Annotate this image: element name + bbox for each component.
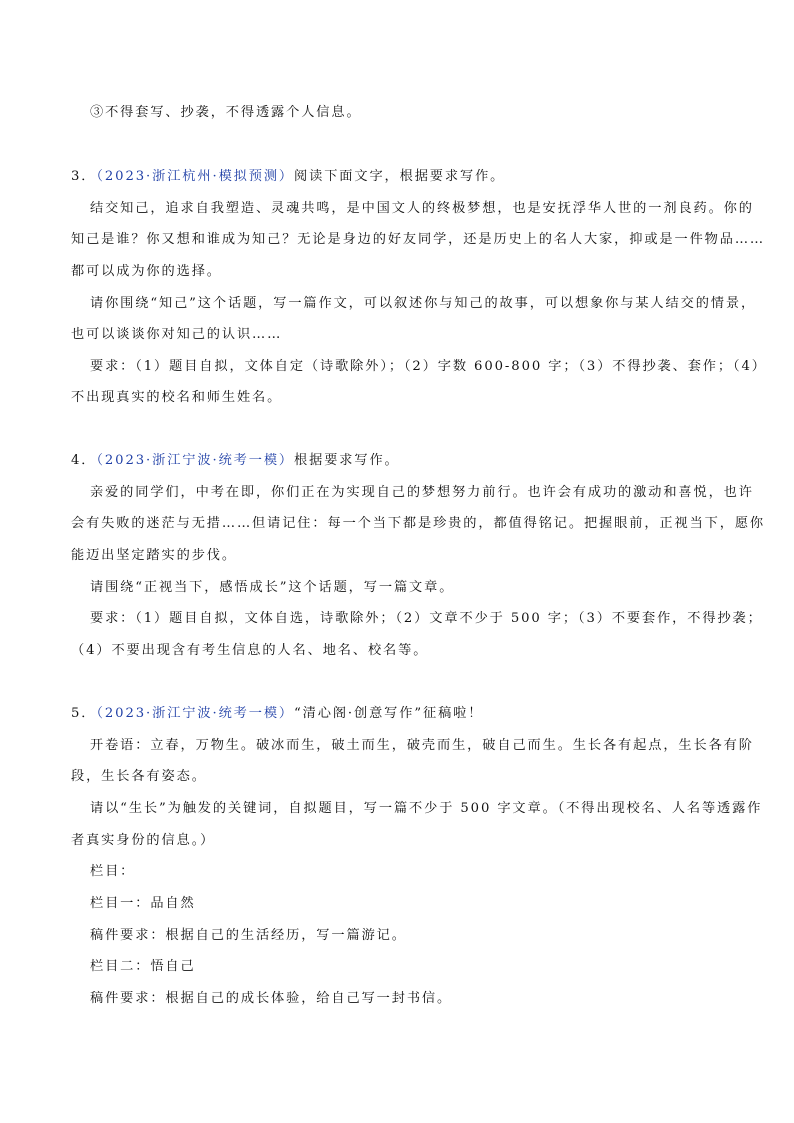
q5-paragraph-line: 者真实身份的信息。） <box>71 833 216 848</box>
q3-paragraph-line: 知己是谁？你又想和谁成为知己？无论是身边的好友同学，还是历史上的名人大家，抑或是一件物品…… <box>71 232 766 247</box>
q3-paragraph-line: 结交知己，追求自我塑造、灵魂共鸣，是中国文人的终极梦想，也是安抚浮华人世的一剂良药。你的 <box>90 201 754 216</box>
q5-paragraph-line: 开卷语：立春，万物生。破冰而生，破土而生，破壳而生，破自己而生。生长各有起点，生长各有阶 <box>90 738 754 753</box>
question-5-source: （2023·浙江宁波·统考一模） <box>96 706 295 721</box>
intro-note: ③不得套写、抄袭，不得透露个人信息。 <box>90 105 362 120</box>
q5-column-2: 栏目二：悟自己 <box>90 959 196 974</box>
q3-paragraph-line: 都可以成为你的选择。 <box>71 264 222 279</box>
q4-paragraph-line: 能迈出坚定踏实的步伐。 <box>71 548 237 563</box>
q4-requirements-line: 要求：（1）题目自拟，文体自选，诗歌除外；（2）文章不少于 500 字；（3）不要套作，不得抄袭； <box>90 611 763 626</box>
question-3-source: （2023·浙江杭州·模拟预测） <box>96 169 295 184</box>
q5-column-label: 栏目： <box>90 864 136 879</box>
question-4-number: 4． <box>71 453 97 468</box>
question-5-title <box>71 704 483 724</box>
q4-requirements-line: （4）不要出现含有考生信息的人名、地名、校名等。 <box>71 643 429 658</box>
q3-paragraph-line: 也可以谈谈你对知己的认识…… <box>71 327 283 342</box>
q5-column-1: 栏目一：品自然 <box>90 896 196 911</box>
q4-paragraph-line: 亲爱的同学们，中考在即，你们正在为实现自己的梦想努力前行。也许会有成功的激动和喜悦，也许 <box>90 485 754 500</box>
question-3-number: 3． <box>71 169 97 184</box>
question-4-title <box>71 451 400 471</box>
q3-requirements-line: 不出现真实的校名和师生姓名。 <box>71 390 283 405</box>
question-3-title-text: 阅读下面文字，根据要求写作。 <box>294 169 506 184</box>
question-3-title <box>71 167 505 187</box>
q5-column-2-requirement: 稿件要求：根据自己的成长体验，给自己写一封书信。 <box>90 991 453 1006</box>
q5-paragraph-line: 请以“生长”为触发的关键词，自拟题目，写一篇不少于 500 字文章。（不得出现校名、人名等透露作 <box>90 801 763 816</box>
q3-paragraph-line: 请你围绕“知己”这个话题，写一篇作文，可以叙述你与知己的故事，可以想象你与某人结交的情景， <box>90 296 757 311</box>
q4-paragraph-line: 会有失败的迷茫与无措……但请记住：每一个当下都是珍贵的，都值得铭记。把握眼前，正视当下，愿你 <box>71 516 766 531</box>
question-4-source: （2023·浙江宁波·统考一模） <box>96 453 295 468</box>
question-5-number: 5． <box>71 706 97 721</box>
q3-requirements-line: 要求：（1）题目自拟，文体自定（诗歌除外）；（2）字数 600-800 字；（3）不得抄袭、套作；（4） <box>90 359 767 374</box>
question-5-title-text: “清心阁·创意写作”征稿啦！ <box>294 706 484 721</box>
q4-paragraph-line: 请围绕“正视当下，感悟成长”这个话题，写一篇文章。 <box>90 580 455 595</box>
q5-column-1-requirement: 稿件要求：根据自己的生活经历，写一篇游记。 <box>90 928 407 943</box>
question-4-title-text: 根据要求写作。 <box>294 453 400 468</box>
q5-paragraph-line: 段，生长各有姿态。 <box>71 769 207 784</box>
